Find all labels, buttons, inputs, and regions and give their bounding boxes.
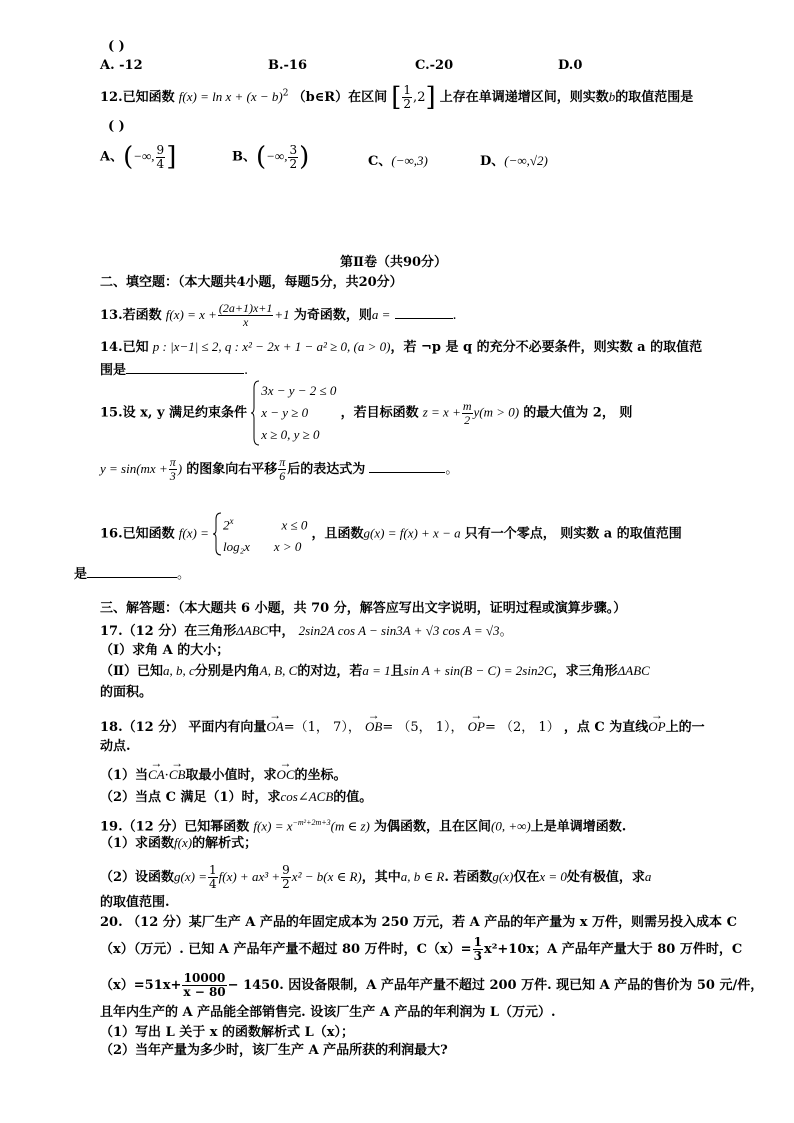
- vector-oa: → OA: [266, 718, 283, 736]
- q16-line2: 是 。: [74, 567, 191, 582]
- section2-title: 二、填空题：（本大题共4小题，每题5分，共20分）: [100, 275, 403, 290]
- q17-number: 17.: [100, 624, 123, 639]
- q11-option-c: C.-20: [415, 58, 454, 73]
- q13: 13.若函数 f(x) = x + $\frac{(2a+1)x+1}{x}$ +1 为奇函数，则a = .: [100, 301, 457, 329]
- q15-line1: 15.设 x, y 满足约束条件 3x − y − 2 ≤ 0 x − y ≥ 0 x ≥ 0, y ≥ 0 ，若目标函数 z = x + $\frac{m}{2}$ y(m > 0) 的最大值为 2， 则: [100, 380, 632, 446]
- q20-line3: （x）=51x+ $\frac{10000}{x - 80}$ − 1450. 因设备限制，A 产品年产量不超过 200 万件. 现已知 A 产品的售价为 50 元/件，: [100, 971, 764, 999]
- q15-number: 15.: [100, 405, 123, 421]
- q12-function: f(x) = ln x + (x − b): [178, 89, 283, 104]
- q19-part2-line2: 的取值范围.: [100, 895, 170, 910]
- q15-line2: y = sin(mx + $\frac{\pi}{3}$ ) 的图象向右平移 $\frac{\pi}{6}$ 后的表达式为 。: [100, 455, 459, 483]
- q18-line1: 18.（12 分） 平面内有向量→ OA=（1， 7）， → OB= （5， 1）， → OP= （2， 1） ，点 C 为直线→ OP上的一: [100, 718, 705, 737]
- q20-number: 20.: [100, 915, 123, 930]
- q14-number: 14.: [100, 340, 123, 355]
- vector-ob: → OB: [365, 718, 382, 736]
- q20-line2: （x）（万元）. 已知 A 产品年产量不超过 80 万件时，C（x）= $\frac{1}{3}$ x²+10x；A 产品年产量大于 80 万件时，C: [100, 935, 743, 963]
- q19-part2: （2）设函数g(x) = $\frac{1}{4}$ f(x) + ax³ + $\frac{9}{2}$ x² − b(x ∈ R)，其中a, b ∈ R. 若函数g(x)仅在x = 0处有极值，求a: [100, 863, 652, 891]
- q20-part1: （1）写出 L 关于 x 的函数解析式 L（x）；: [100, 1025, 354, 1040]
- q18-line2: 动点.: [100, 739, 131, 754]
- q12-number: 12.: [100, 90, 123, 105]
- q12-option-c: C、(−∞,3): [368, 153, 428, 169]
- part2-title: 第Ⅱ卷（共90分）: [340, 255, 448, 270]
- q16-line1: 16.已知函数 f(x) = 2$^x$ x ≤ 0 log₂x x > 0 ，且函数g(x) = f(x) + x − a 只有一个零点， 则实数 a 的取值范围: [100, 510, 682, 558]
- section3-title: 三、解答题：（本大题共 6 小题，共 70 分，解答应写出文字说明，证明过程或演算步骤。）: [100, 601, 627, 616]
- q11-option-b: B.-16: [268, 58, 307, 73]
- q18-part1: （1）当→ CA·→ CB取最小值时，求→ OC的坐标。: [100, 766, 347, 785]
- vector-op: → OP: [468, 718, 485, 736]
- q17-part2-line2: 的面积。: [100, 685, 153, 700]
- q13-number: 13.: [100, 308, 123, 323]
- q12-option-b: B、(−∞, $\frac{3}{2}$ ): [232, 142, 310, 172]
- q14-line2: 围是 .: [100, 363, 249, 378]
- q11-paren: ( ): [108, 39, 125, 54]
- q18-number: 18.: [100, 720, 123, 735]
- q11-option-d: D.0: [558, 58, 583, 73]
- q18-part2: （2）当点 C 满足（1）时，求cos∠ACB的值。: [100, 789, 373, 805]
- q12-line1: 12.已知函数 $f(x) = \ln x + (x - b)^2$ （b∈R）在区间 [ $\frac{1}{2}$ ,2] 上存在单调递增区间，则实数b的取值范围是: [100, 82, 694, 113]
- brace-icon: [213, 512, 223, 556]
- q14-answer-blank[interactable]: [126, 373, 244, 374]
- q20-line4: 且年内生产的 A 产品能全部销售完. 设该厂生产 A 产品的年利润为 L（万元）.: [100, 1005, 556, 1020]
- q19-number: 19.: [100, 819, 123, 835]
- q13-answer-blank[interactable]: [395, 318, 453, 319]
- q20-part2: （2）当年产量为多少时，该厂生产 A 产品所获的利润最大?: [100, 1043, 448, 1058]
- q14-line1: 14.已知 p : |x−1| ≤ 2, q : x² − 2x + 1 − a² ≥ 0, (a > 0)，若 ¬p 是 q 的充分不必要条件，则实数 a 的取值范: [100, 339, 703, 355]
- q20-line1: 20. （12 分）某厂生产 A 产品的年固定成本为 250 万元，若 A 产品的年产量为 x 万件，则需另投入成本 C: [100, 915, 737, 930]
- q17-line1: 17.（12 分）在三角形ΔABC中， 2sin2A cos A − sin3A + √3 cos A = √3。: [100, 623, 513, 639]
- q12-paren: ( ): [108, 119, 125, 134]
- q16-answer-blank[interactable]: [87, 577, 177, 578]
- q15-answer-blank[interactable]: [369, 472, 445, 473]
- q17-part2: （Ⅱ）已知a, b, c分别是内角A, B, C的对边，若a = 1且sin A + sin(B − C) = 2sin2C，求三角形ΔABC: [100, 663, 650, 679]
- q16-number: 16.: [100, 526, 123, 542]
- q12-option-d: D、(−∞,√2): [480, 153, 548, 169]
- q17-part1: （Ⅰ）求角 A 的大小；: [100, 643, 230, 658]
- q19-part1: （1）求函数f(x)的解析式；: [100, 835, 258, 851]
- brace-icon: [251, 380, 261, 446]
- q19-line1: 19.（12 分）已知幂函数 $f(x) = x^{-m^2+2m+3}(m$ ∈ z) 为偶函数，且在区间(0, +∞)上是单调增函数.: [100, 818, 627, 835]
- q11-option-a: A. -12: [100, 58, 143, 73]
- q12-option-a: A、(−∞, $\frac{9}{4}$ ]: [100, 142, 177, 172]
